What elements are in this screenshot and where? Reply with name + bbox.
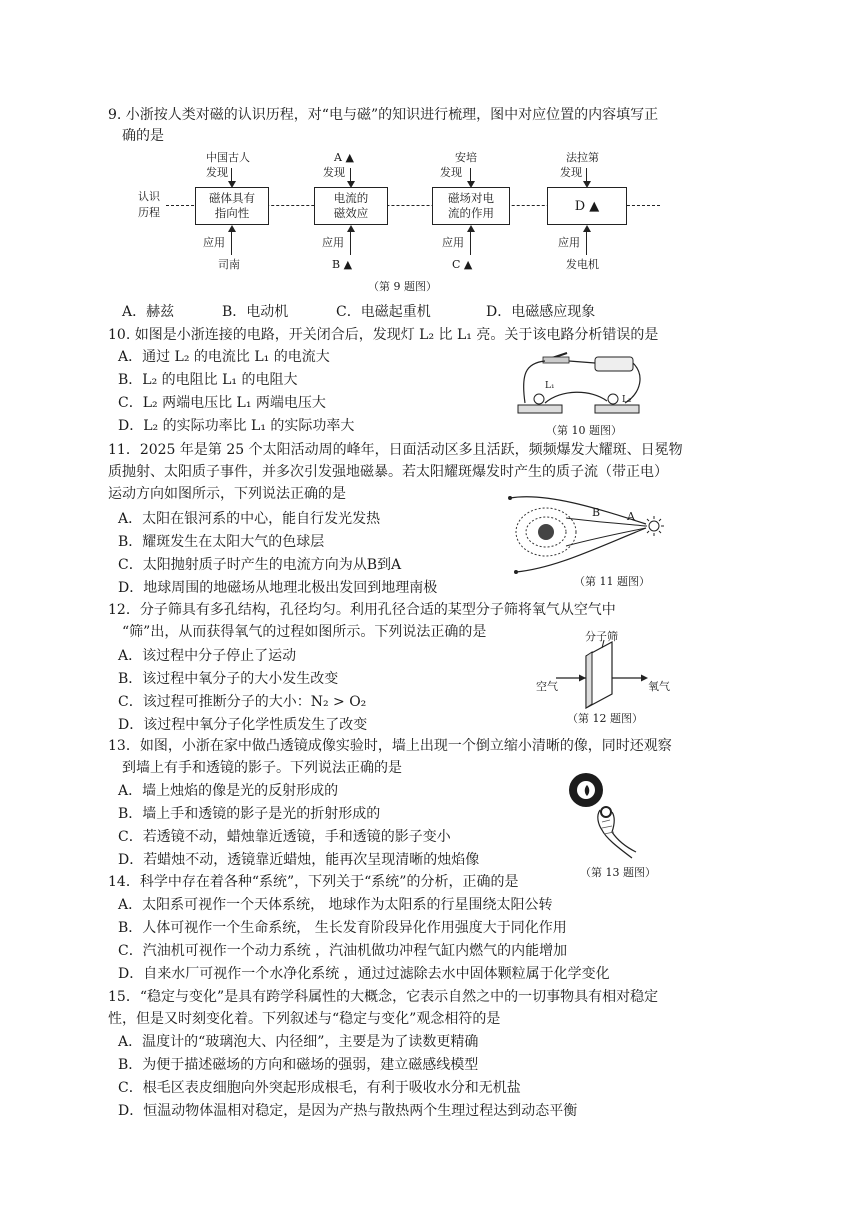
arrow-line bbox=[231, 168, 232, 182]
box-text: 磁体具有 bbox=[209, 191, 255, 205]
circuit-figure bbox=[515, 345, 645, 421]
q10-option-b[interactable]: B．L₂ 的电阻比 L₁ 的电阻大 bbox=[118, 372, 298, 388]
discoverer-label: 安培 bbox=[455, 151, 477, 164]
q13-stem-line1: 13．如图，小浙在家中做凸透镜成像实验时，墙上出现一个倒立缩小清晰的像，同时还观察 bbox=[108, 738, 672, 754]
point-label-a: A bbox=[627, 510, 635, 523]
row-label: 历程 bbox=[138, 206, 160, 219]
application-item: 发电机 bbox=[566, 258, 599, 271]
lamp-label-l1: L₁ bbox=[545, 381, 555, 391]
molecular-sieve-figure bbox=[536, 632, 676, 712]
q13-option-d[interactable]: D．若蜡烛不动，透镜靠近蜡烛，能再次呈现清晰的烛焰像 bbox=[118, 852, 480, 868]
blank-a: A ▲ bbox=[334, 151, 354, 164]
q9-option-d[interactable]: D．电磁感应现象 bbox=[486, 304, 596, 320]
arrow-line bbox=[470, 168, 471, 182]
figure-caption: （第 11 题图） bbox=[574, 575, 650, 588]
lens-shadow-figure bbox=[560, 766, 640, 866]
q14-stem: 14．科学中存在着各种“系统”，下列关于“系统”的分析，正确的是 bbox=[108, 874, 519, 890]
lamp-label-l2: L₂ bbox=[622, 395, 632, 405]
application-label: 应用 bbox=[203, 236, 225, 249]
q14-option-d[interactable]: D．自来水厂可视作一个水净化系统 ，通过过滤除去水中固体颗粒属于化学变化 bbox=[118, 966, 610, 982]
figure-caption: （第 13 题图） bbox=[580, 866, 656, 879]
box-text: 磁效应 bbox=[333, 206, 369, 220]
sieve-label: 分子筛 bbox=[585, 630, 618, 643]
q14-option-a[interactable]: A．太阳系可视作一个天体系统， 地球作为太阳系的行星围绕太阳公转 bbox=[118, 897, 553, 913]
figure-caption: （第 9 题图） bbox=[368, 280, 437, 293]
arrow-line bbox=[350, 231, 351, 255]
q12-option-b[interactable]: B．该过程中氧分子的大小发生改变 bbox=[118, 671, 339, 687]
blank-b: B ▲ bbox=[332, 258, 353, 271]
sun-earth-figure bbox=[506, 488, 666, 578]
arrow-line bbox=[231, 231, 232, 255]
q15-option-d[interactable]: D．恒温动物体温相对稳定，是因为产热与散热两个生理过程达到动态平衡 bbox=[118, 1103, 578, 1119]
application-label: 应用 bbox=[558, 236, 580, 249]
box-text: 电流的 bbox=[333, 191, 369, 205]
q10-option-d[interactable]: D．L₂ 的实际功率比 L₁ 的实际功率大 bbox=[118, 418, 355, 434]
air-label: 空气 bbox=[536, 680, 558, 693]
q13-stem-line2: 到墙上有手和透镜的影子。下列说法正确的是 bbox=[122, 760, 402, 776]
q11-stem-line3: 运动方向如图所示，下列说法正确的是 bbox=[108, 486, 346, 502]
discoverer-label: 中国古人 bbox=[206, 151, 250, 164]
q15-option-c[interactable]: C．根毛区表皮细胞向外突起形成根毛，有利于吸收水分和无机盐 bbox=[118, 1080, 521, 1096]
box-text: 流的作用 bbox=[448, 206, 494, 220]
q14-option-c[interactable]: C．汽油机可视作一个动力系统 ，汽油机做功冲程气缸内燃气的内能增加 bbox=[118, 943, 568, 959]
box-text: 指向性 bbox=[214, 206, 250, 220]
discover-label: 发现 bbox=[323, 166, 345, 179]
stage-box-1 bbox=[195, 187, 269, 225]
arrow-line bbox=[586, 231, 587, 255]
arrow-line bbox=[470, 231, 471, 255]
q11-option-b[interactable]: B．耀斑发生在太阳大气的色球层 bbox=[118, 534, 325, 550]
q13-option-c[interactable]: C．若透镜不动，蜡烛靠近透镜，手和透镜的影子变小 bbox=[118, 829, 451, 845]
q13-option-a[interactable]: A．墙上烛焰的像是光的反射形成的 bbox=[118, 783, 339, 799]
q15-option-a[interactable]: A．温度计的“玻璃泡大、内径细”，主要是为了读数更精确 bbox=[118, 1034, 479, 1050]
application-label: 应用 bbox=[322, 236, 344, 249]
q12-stem-line1: 12．分子筛具有多孔结构，孔径均匀。利用孔径合适的某型分子筛将氧气从空气中 bbox=[108, 602, 616, 618]
q12-option-d[interactable]: D．该过程中氧分子化学性质发生了改变 bbox=[118, 717, 368, 733]
box-text: 磁场对电 bbox=[448, 191, 494, 205]
discover-label: 发现 bbox=[560, 166, 582, 179]
q12-option-c[interactable]: C．该过程可推断分子的大小：N₂ > O₂ bbox=[118, 694, 367, 710]
q10-option-a[interactable]: A．通过 L₂ 的电流比 L₁ 的电流大 bbox=[118, 349, 330, 365]
figure-caption: （第 12 题图） bbox=[567, 712, 643, 725]
q14-option-b[interactable]: B．人体可视作一个生命系统， 生长发育阶段异化作用强度大于同化作用 bbox=[118, 920, 567, 936]
arrow-line bbox=[350, 168, 351, 182]
discover-label: 发现 bbox=[206, 166, 228, 179]
q9-option-a[interactable]: A．赫兹 bbox=[122, 304, 175, 320]
q11-option-d[interactable]: D．地球周围的地磁场从地理北极出发回到地理南极 bbox=[118, 580, 438, 596]
q15-option-b[interactable]: B．为便于描述磁场的方向和磁场的强弱，建立磁感线模型 bbox=[118, 1057, 479, 1073]
arrow-line bbox=[586, 168, 587, 182]
box-text: D ▲ bbox=[574, 198, 600, 214]
q9-stem-line2: 确的是 bbox=[122, 128, 164, 144]
q11-stem-line2: 质抛射、太阳质子事件，并多次引发强地磁暴。若太阳耀斑爆发时产生的质子流（带正电） bbox=[108, 464, 668, 480]
q10-stem: 10. 如图是小浙连接的电路，开关闭合后，发现灯 L₂ 比 L₁ 亮。关于该电路分析错误的是 bbox=[108, 327, 659, 343]
q12-stem-line2: “筛”出，从而获得氧气的过程如图所示。下列说法正确的是 bbox=[122, 624, 487, 640]
q11-option-a[interactable]: A．太阳在银河系的中心，能自行发光发热 bbox=[118, 511, 381, 527]
q9-option-b[interactable]: B．电动机 bbox=[222, 304, 289, 320]
q11-option-c[interactable]: C．太阳抛射质子时产生的电流方向为从B到A bbox=[118, 557, 402, 573]
point-label-b: B bbox=[592, 506, 601, 519]
blank-c: C ▲ bbox=[452, 258, 473, 271]
stage-box-2 bbox=[314, 187, 388, 225]
application-label: 应用 bbox=[442, 236, 464, 249]
q12-option-a[interactable]: A．该过程中分子停止了运动 bbox=[118, 648, 297, 664]
q9-option-c[interactable]: C．电磁起重机 bbox=[336, 304, 431, 320]
stage-box-3 bbox=[432, 187, 510, 225]
q10-option-c[interactable]: C．L₂ 两端电压比 L₁ 两端电压大 bbox=[118, 395, 326, 411]
q15-stem-line2: 性，但是又时刻变化着。下列叙述与“稳定与变化”观念相符的是 bbox=[108, 1011, 501, 1027]
oxygen-label: 氧气 bbox=[648, 680, 670, 693]
stage-box-4-blank-d bbox=[547, 187, 627, 225]
row-label: 认识 bbox=[138, 190, 160, 203]
q13-option-b[interactable]: B．墙上手和透镜的影子是光的折射形成的 bbox=[118, 806, 381, 822]
q9-stem-line1: 9. 小浙按人类对磁的认识历程，对“电与磁”的知识进行梳理，图中对应位置的内容填写正 bbox=[108, 107, 659, 123]
figure-caption: （第 10 题图） bbox=[546, 424, 622, 437]
q11-stem-line1: 11．2025 年是第 25 个太阳活动周的峰年，日面活动区多且活跃，频频爆发大耀斑、日冕物 bbox=[108, 442, 683, 458]
discover-label: 发现 bbox=[440, 166, 462, 179]
discoverer-label: 法拉第 bbox=[566, 151, 599, 164]
application-item: 司南 bbox=[218, 258, 240, 271]
q15-stem-line1: 15．“稳定与变化”是具有跨学科属性的大概念，它表示自然之中的一切事物具有相对稳定 bbox=[108, 989, 659, 1005]
